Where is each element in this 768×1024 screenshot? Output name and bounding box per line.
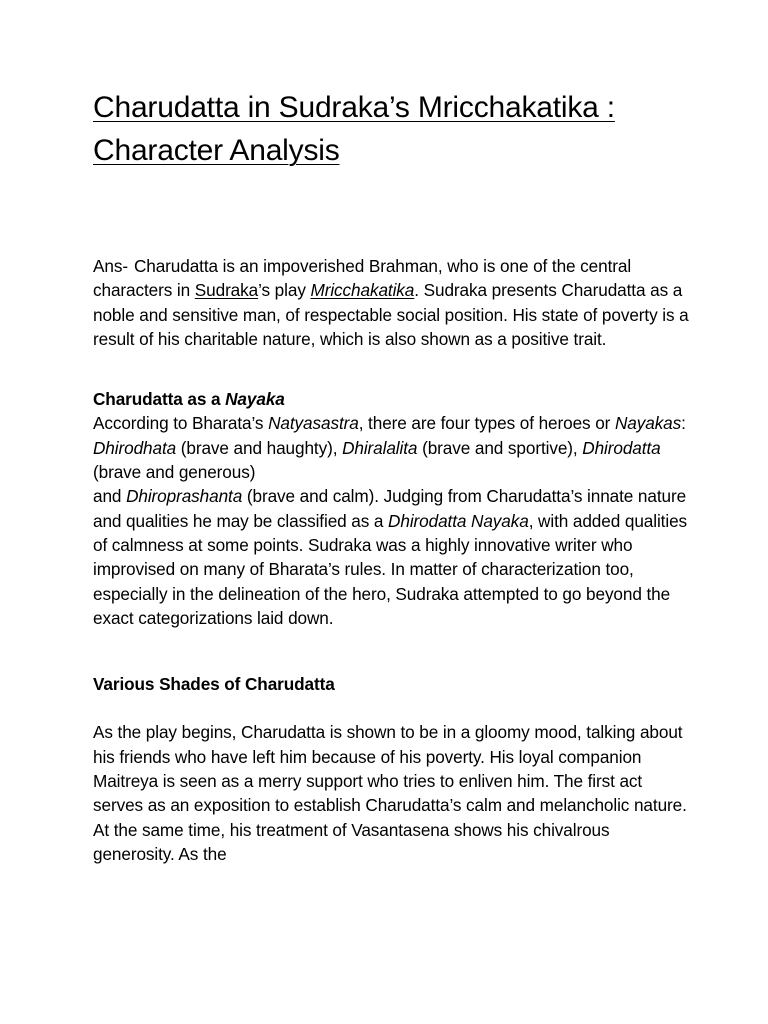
intro-text-3: . Sudraka presents Charudatta as a noble and sensitive man, of respectable social position. His state of poverty is a result of his charitable nature, which is also shown as a positive trait.: [93, 280, 689, 349]
nayaka-paragraph: [93, 411, 693, 630]
nayaka-text-9: , with added qualities of calmness at some points. Sudraka was a highly innovative writer who improvised on many of Bharata’s rules. In matter of characterization too, especially in the delineation of the hero, Sudraka attempted to go beyond the exact categorizations laid down.: [93, 510, 688, 628]
nayaka-text-4: (brave and haughty),: [176, 437, 343, 458]
nayaka-text-7: and: [93, 486, 127, 507]
intro-text-1: Charudatta is an impoverished Brahman, who is one of the central characters in: [93, 256, 632, 301]
play-title: Mricchakatika: [310, 280, 415, 301]
dhirodatta-nayaka-term: Dhirodatta Nayaka: [388, 510, 529, 531]
nayakas-term: Nayakas: [614, 413, 682, 434]
article: [93, 86, 693, 866]
document-title: Charudatta in Sudraka’s Mricchakatika : Character Analysis: [93, 91, 615, 167]
section-heading-nayaka: [93, 387, 693, 411]
nayaka-heading-emph: Nayaka: [225, 389, 285, 410]
dhirodatta-term: Dhirodatta: [582, 437, 661, 458]
nayaka-text-2: , there are four types of heroes or: [358, 413, 615, 434]
dhiralalita-term: Dhiralalita: [342, 437, 418, 458]
sudraka-link-text: Sudraka: [194, 280, 259, 301]
dhiroprashanta-term: Dhiroprashanta: [126, 486, 243, 507]
intro-paragraph: [93, 254, 693, 351]
nayaka-text-8: (brave and calm). Judging from Charudatta’s innate nature and qualities he may be classified as a: [93, 486, 687, 531]
nayaka-text-1: According to Bharata’s: [93, 413, 269, 434]
nayaka-heading-prefix: Charudatta as a: [93, 389, 226, 410]
intro-text-2: ’s play: [258, 280, 311, 301]
shades-paragraph: As the play begins, Charudatta is shown to be in a gloomy mood, talking about his friends who have left him because of his poverty. His loyal companion Maitreya is seen as a merry support who tries to enliven him. The first act serves as an exposition to establish Charudatta’s calm and melancholic nature. At the same time, his treatment of Vasantasena shows his chivalrous generosity. As the: [93, 722, 687, 864]
section-heading-shades: Various Shades of Charudatta: [93, 674, 335, 695]
natyasastra-term: Natyasastra: [268, 413, 359, 434]
nayaka-text-6: (brave and generous): [93, 462, 256, 483]
nayaka-text-3: :: [681, 413, 686, 434]
dhirodhata-term: Dhirodhata: [93, 437, 177, 458]
nayaka-text-5: (brave and sportive),: [417, 437, 583, 458]
ans-label: Ans-: [93, 256, 128, 276]
